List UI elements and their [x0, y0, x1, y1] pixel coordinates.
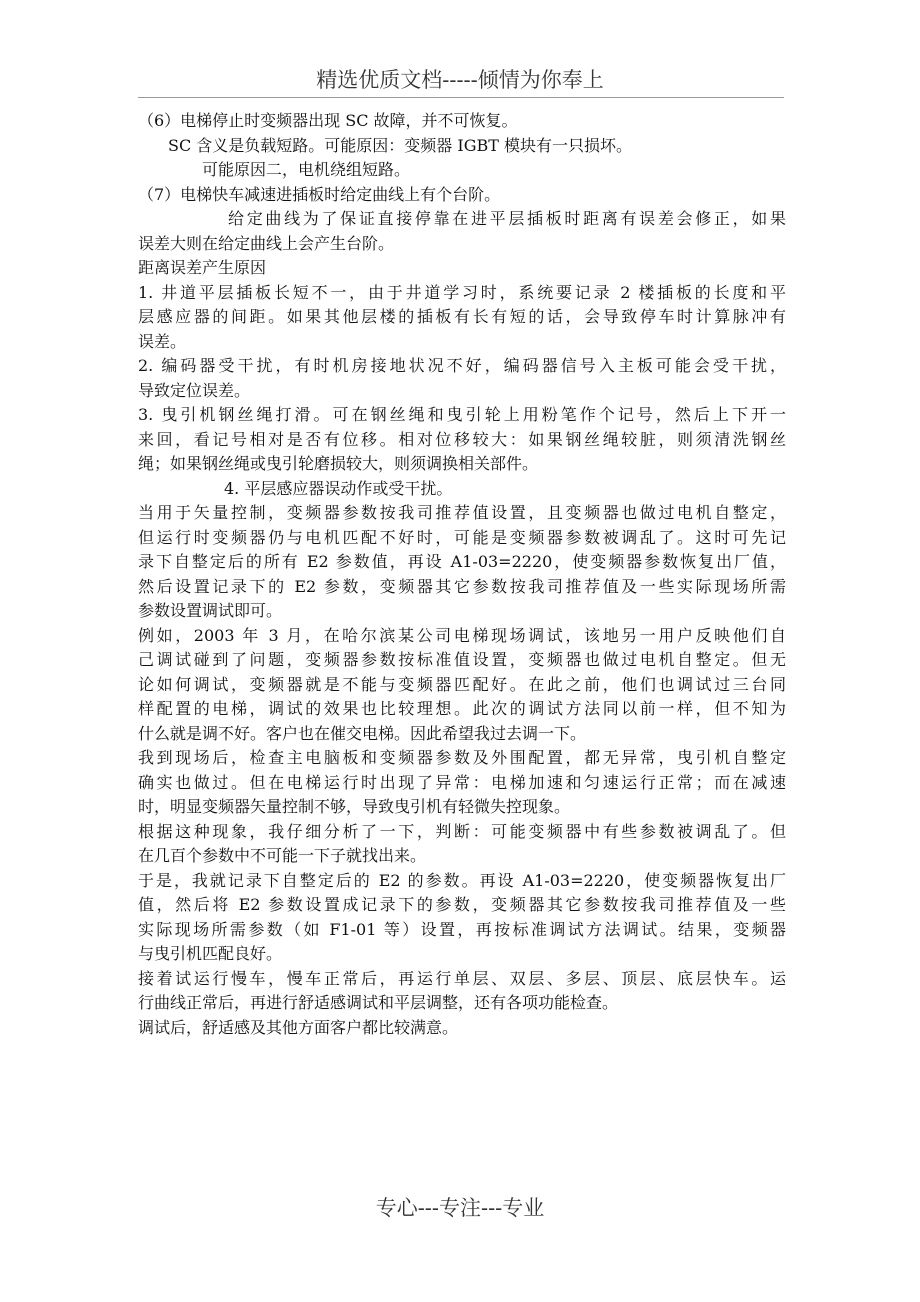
- list-item-3-line: 绳；如果钢丝绳或曳引轮磨损较大，则须调换相关部件。: [138, 454, 539, 473]
- example-paragraph-line: 例如，2003 年 3 月，在哈尔滨某公司电梯现场调试，该地另一用户反映他们自: [138, 625, 786, 645]
- list-item-3-line: 3. 曳引机钢丝绳打滑。可在钢丝绳和曳引轮上用粉笔作个记号，然后上下开一: [138, 405, 786, 424]
- example-paragraph-line: 论如何调试，变频器就是不能与变频器匹配好。在此之前，他们也调试过三台同: [138, 674, 786, 694]
- analysis-paragraph-line: 根据这种现象，我仔细分析了一下，判断：可能变频器中有些参数被调乱了。但: [138, 821, 786, 841]
- paragraph-line: 录下自整定后的所有 E2 参数值，再设 A1-03=2220，使变频器参数恢复出厂值，: [138, 552, 786, 571]
- list-item-1-line: 误差。: [138, 331, 187, 351]
- example-paragraph-line: 己调试碰到了问题，变频器参数按标准值设置，变频器也做过电机自整定。但无: [138, 650, 786, 669]
- example-paragraph-line: 样配置的电梯，调试的效果也比较理想。此次的调试方法同以前一样，但不知为: [138, 699, 786, 718]
- page-header: 精选优质文档-----倾情为你奉上: [316, 68, 604, 92]
- paragraph-line: 然后设置记录下的 E2 参数，变频器其它参数按我司推荐值及一些实际现场所需: [138, 576, 786, 596]
- list-item-2-line: 2. 编码器受干扰，有时机房接地状况不好，编码器信号入主板可能会受干扰，: [138, 356, 786, 375]
- solution-paragraph-line: 实际现场所需参数（如 F1-01 等）设置，再按标准调试方法调试。结果，变频器: [138, 919, 786, 939]
- possible-cause-two-line: 可能原因二，电机绕组短路。: [202, 160, 411, 179]
- solution-paragraph-line: 于是，我就记录下自整定后的 E2 的参数。再设 A1-03=2220，使变频器恢复出厂: [138, 870, 786, 890]
- conclusion-line: 调试后，舒适感及其他方面客户都比较满意。: [138, 1017, 459, 1037]
- sc-meaning-line: SC 含义是负载短路。可能原因：变频器 IGBT 模块有一只损坏。: [168, 135, 632, 155]
- paragraph-line: 但运行时变频器仍与电机匹配不好时，可能是变频器参数被调乱了。这时可先记: [138, 527, 786, 547]
- onsite-paragraph-line: 时，明显变频器矢量控制不够，导致曳引机有轻微失控现象。: [138, 797, 571, 816]
- distance-error-heading: 距离误差产生原因: [138, 258, 267, 277]
- list-item-4-line: 4. 平层感应器误动作或受干扰。: [224, 478, 453, 498]
- test-run-paragraph-line: 接着试运行慢车，慢车正常后，再运行单层、双层、多层、顶层、底层快车。运: [138, 968, 786, 988]
- header-divider: [138, 97, 784, 98]
- list-item-1-line: 1. 井道平层插板长短不一，由于井道学习时，系统要记录 2 楼插板的长度和平: [138, 282, 786, 302]
- solution-paragraph-line: 与曳引机匹配良好。: [138, 944, 283, 963]
- paragraph-line: 给定曲线为了保证直接停靠在进平层插板时距离有误差会修正，如果: [228, 209, 786, 228]
- section-7-heading: （7）电梯快车减速进插板时给定曲线上有个台阶。: [138, 184, 501, 204]
- paragraph-line: 参数设置调试即可。: [138, 601, 283, 620]
- page-footer: 专心---专注---专业: [375, 1196, 545, 1220]
- test-run-paragraph-line: 行曲线正常后，再进行舒适感调试和平层调整，还有各项功能检查。: [138, 993, 619, 1012]
- paragraph-line: 当用于矢量控制，变频器参数按我司推荐值设置，且变频器也做过电机自整定，: [138, 503, 786, 522]
- list-item-1-line: 层感应器的间距。如果其他层楼的插板有长有短的话，会导致停车时计算脉冲有: [138, 307, 786, 326]
- onsite-paragraph-line: 确实也做过。但在电梯运行时出现了异常：电梯加速和匀速运行正常；而在减速: [138, 772, 786, 792]
- onsite-paragraph-line: 我到现场后，检查主电脑板和变频器参数及外围配置，都无异常，曳引机自整定: [138, 748, 786, 767]
- example-paragraph-line: 什么就是调不好。客户也在催交电梯。因此希望我过去调一下。: [138, 723, 587, 743]
- section-6-heading: （6）电梯停止时变频器出现 SC 故障，并不可恢复。: [138, 111, 518, 130]
- analysis-paragraph-line: 在几百个参数中不可能一下子就找出来。: [138, 846, 427, 865]
- document-body: [138, 109, 786, 1040]
- solution-paragraph-line: 值，然后将 E2 参数设置成记录下的参数，变频器其它参数按我司推荐值及一些: [138, 895, 786, 914]
- list-item-3-line: 来回，看记号相对是否有位移。相对位移较大：如果钢丝绳较脏，则须清洗钢丝: [138, 429, 786, 449]
- paragraph-line: 误差大则在给定曲线上会产生台阶。: [138, 233, 395, 253]
- list-item-2-line: 导致定位误差。: [138, 380, 251, 400]
